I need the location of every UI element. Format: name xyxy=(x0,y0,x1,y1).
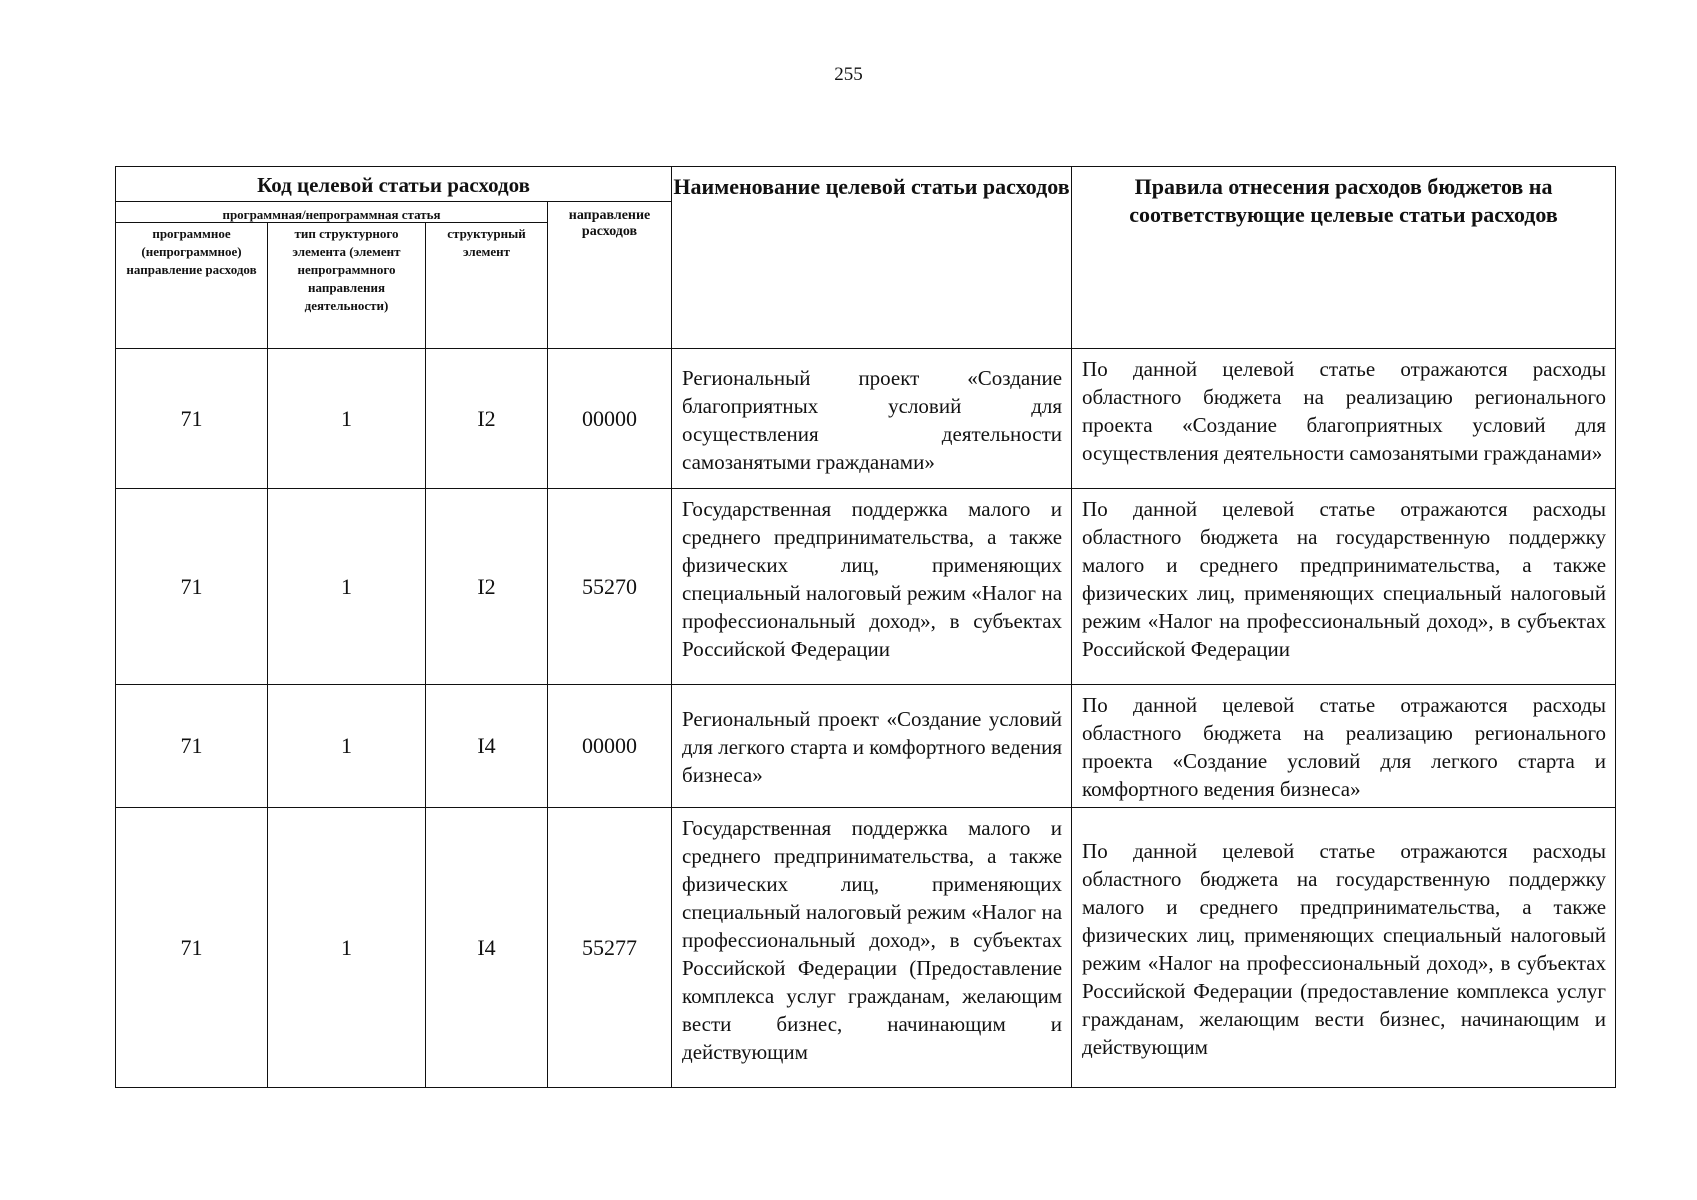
expense-name-cell: Региональный проект «Создание условий для легкого старта и комфортного ведения бизнеса» xyxy=(672,685,1072,808)
table-row xyxy=(116,808,1616,1088)
type-code-cell: 1 xyxy=(268,685,426,808)
direction-code-cell: 55270 xyxy=(548,489,672,685)
element-code-cell: I2 xyxy=(426,489,548,685)
expense-direction-header: направление расходов xyxy=(548,202,672,349)
direction-code-cell: 00000 xyxy=(548,685,672,808)
target-expense-table xyxy=(115,166,1616,1088)
name-column-header: Наименование целевой статьи расходов xyxy=(672,167,1072,349)
header-row-1 xyxy=(116,167,1616,202)
program-code-cell: 71 xyxy=(116,808,268,1088)
code-group-header: Код целевой статьи расходов xyxy=(116,167,672,202)
expense-name-cell: Региональный проект «Создание благоприятных условий для осуществления деятельности самозанятыми гражданами» xyxy=(672,349,1072,489)
expense-rule-cell: По данной целевой статье отражаются расходы областного бюджета на государственную поддержку малого и среднего предпринимательства, а также физических лиц, применяющих специальный налоговый режим «Налог на профессиональный доход», в субъектах Российской Федерации xyxy=(1072,489,1616,685)
table-row xyxy=(116,685,1616,808)
rules-column-header: Правила отнесения расходов бюджетов на соответствующие целевые статьи расходов xyxy=(1072,167,1616,349)
program-code-cell: 71 xyxy=(116,489,268,685)
expense-rule-cell: По данной целевой статье отражаются расходы областного бюджета на государственную поддержку малого и среднего предпринимательства, а также физических лиц, применяющих специальный налоговый режим «Налог на профессиональный доход», в субъектах Российской Федерации (предоставление комплекса услуг гражданам, желающим вести бизнес, начинающим и действующим xyxy=(1072,808,1616,1088)
structural-element-header: структурный элемент xyxy=(426,223,548,349)
expense-name-cell: Государственная поддержка малого и среднего предпринимательства, а также физических лиц, применяющих специальный налоговый режим «Налог на профессиональный доход», в субъектах Российской Федерации (Предоставление комплекса услуг гражданам, желающим вести бизнес, начинающим и действующим xyxy=(672,808,1072,1088)
table-row xyxy=(116,489,1616,685)
program-direction-header: программное (непрограммное) направление расходов xyxy=(116,223,268,349)
expense-name-cell: Государственная поддержка малого и среднего предпринимательства, а также физических лиц, применяющих специальный налоговый режим «Налог на профессиональный доход», в субъектах Российской Федерации xyxy=(672,489,1072,685)
page-number: 255 xyxy=(834,64,863,85)
program-code-cell: 71 xyxy=(116,349,268,489)
expense-rule-cell: По данной целевой статье отражаются расходы областного бюджета на реализацию регионального проекта «Создание благоприятных условий для осуществления деятельности самозанятыми гражданами» xyxy=(1072,349,1616,489)
direction-code-cell: 55277 xyxy=(548,808,672,1088)
type-code-cell: 1 xyxy=(268,808,426,1088)
type-code-cell: 1 xyxy=(268,349,426,489)
program-article-header: программная/непрограммная статья xyxy=(116,202,548,223)
element-code-cell: I2 xyxy=(426,349,548,489)
table-row xyxy=(116,349,1616,489)
program-code-cell: 71 xyxy=(116,685,268,808)
direction-code-cell: 00000 xyxy=(548,349,672,489)
structural-element-type-header: тип структурного элемента (элемент непрограммного направления деятельности) xyxy=(268,223,426,349)
expense-rule-cell: По данной целевой статье отражаются расходы областного бюджета на реализацию регионального проекта «Создание условий для легкого старта и комфортного ведения бизнеса» xyxy=(1072,685,1616,808)
element-code-cell: I4 xyxy=(426,808,548,1088)
element-code-cell: I4 xyxy=(426,685,548,808)
type-code-cell: 1 xyxy=(268,489,426,685)
